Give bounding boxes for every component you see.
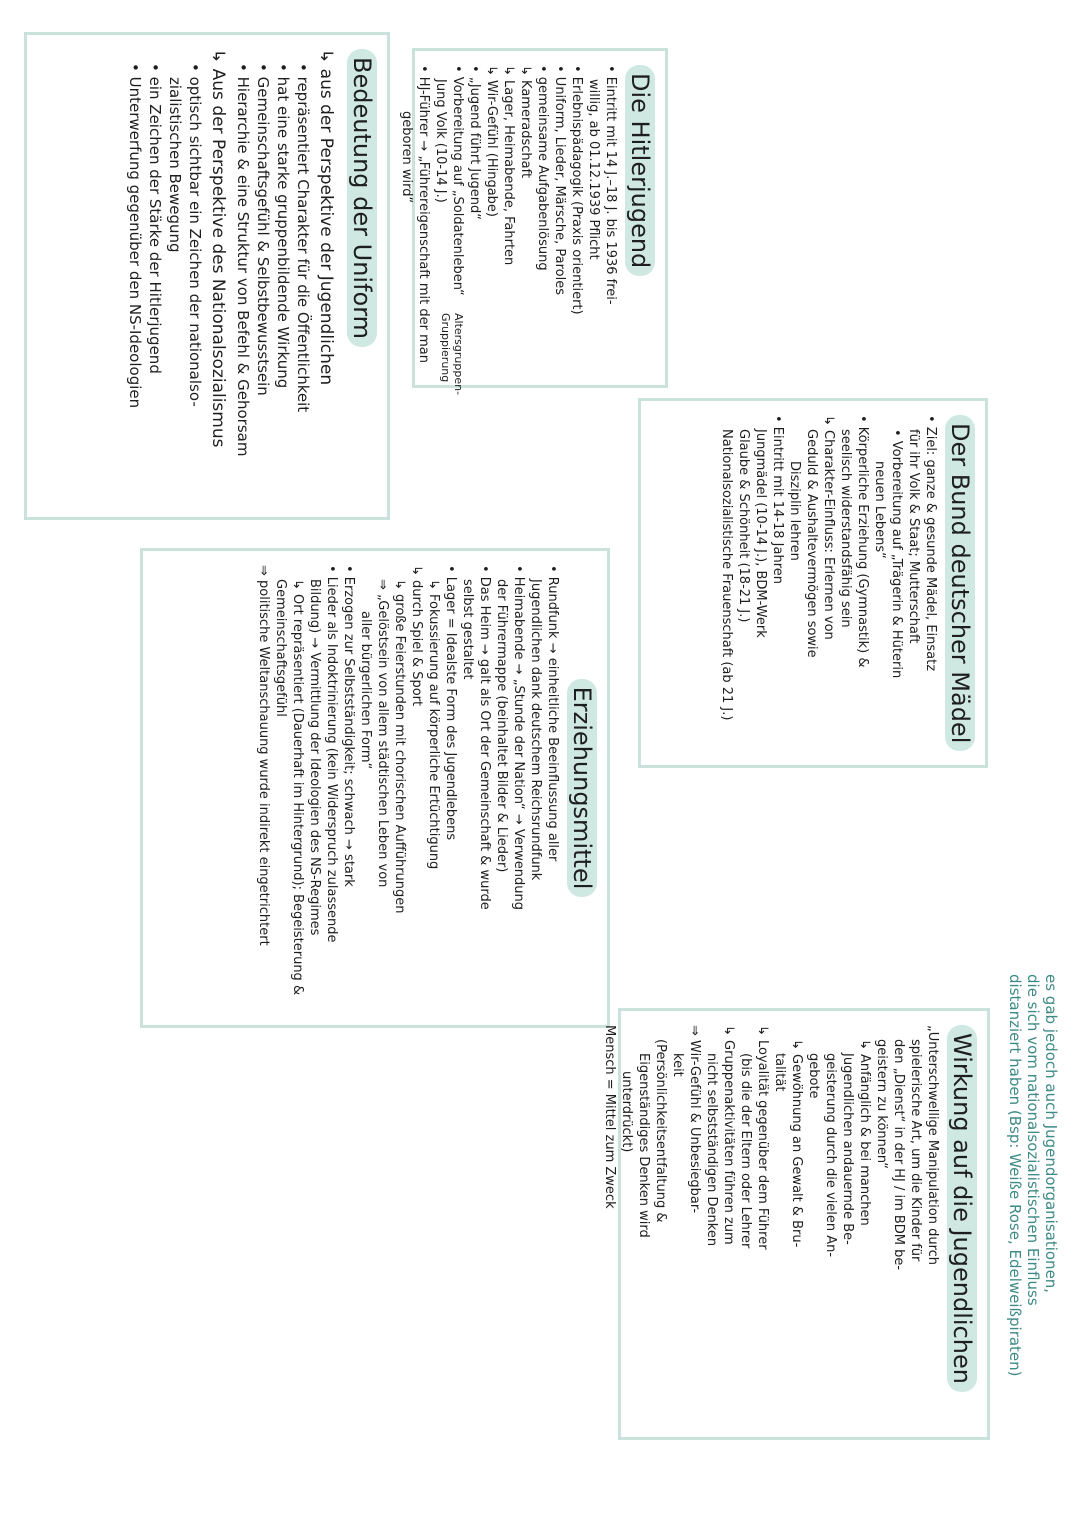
list-item: ↳ Charakter-Einfluss: Erlernen von <box>821 415 836 640</box>
list-item: • Das Heim → galt als Ort der Gemeinschaft & wurde <box>477 565 492 910</box>
list-item: • Heimabende → „Stunde der Nation“ → Verwendung <box>511 565 526 911</box>
list-item: ↳ Gewöhnung an Gewalt & Bru- <box>789 1039 804 1248</box>
list-item: • Rundfunk → einheitliche Beeinflussung aller <box>545 565 560 862</box>
hitlerjugend-card <box>399 48 668 396</box>
list-item: ↳ durch Spiel & Sport <box>409 565 424 707</box>
list-item: • Vorbereitung auf „Soldatenleben“ <box>450 65 465 296</box>
uniform-subhead-youth: ↳ aus der Perspektive der Jugendlichen <box>316 49 336 386</box>
list-item: ↳ Loyalität gegenüber dem Führer <box>755 1025 770 1250</box>
uniform-title: Bedeutung der Uniform <box>347 49 377 347</box>
list-item: ⇒ Wir-Gefühl & Unbesiegbar- <box>687 1025 702 1214</box>
list-item: Jungmädel (10-14 J.), BDM-Werk <box>753 429 768 638</box>
wirkung-card <box>602 1008 990 1440</box>
list-item: ↳ Anfänglich & bei manchen <box>857 1039 872 1226</box>
list-item: Jugendlichen dank deutschem Reichsrundfunk <box>528 579 543 881</box>
list-item: • gemeinsame Aufgabenlösung <box>535 65 550 271</box>
list-item: ↳ Wir-Gefühl (Hingabe) <box>484 65 499 217</box>
list-item: • repräsentiert Charakter für die Öffentlichkeit <box>294 63 312 413</box>
list-item: geistern zu können“ <box>874 1039 889 1169</box>
list-item: aller bürgerlichen Form“ <box>358 611 373 770</box>
list-item: Mensch = Mittel zum Zweck <box>602 1025 617 1209</box>
list-item: keit <box>670 1053 685 1077</box>
list-item: ⇒ „Gelöstsein von allem städtischen Leben von <box>375 579 390 888</box>
list-item: • ein Zeichen der Stärke der Hitlerjugend <box>146 63 164 374</box>
erziehung-card <box>140 548 610 1028</box>
list-item: • Körperliche Erziehung (Gymnastik) & <box>855 415 870 668</box>
wirkung-title: Wirkung auf die Jugendlichen <box>947 1025 977 1392</box>
list-item: • Eintritt mit 14 J.–18 J. bis 1936 frei- <box>603 65 618 305</box>
note-line: die sich vom nationalsozialistischen Einfluss <box>1024 974 1042 1306</box>
list-item: Jugendlichen andauernde Be- <box>840 1053 855 1245</box>
list-item: • Unterwerfung gegenüber den NS-Ideologien <box>126 63 144 409</box>
list-item: ↳ Fokussierung auf körperliche Ertüchtigung <box>426 579 441 870</box>
erziehung-title: Erziehungsmittel <box>567 679 597 898</box>
list-item: Gemeinschaftsgefühl <box>273 579 288 717</box>
note-line: es gab jedoch auch Jugendorganisationen, <box>1042 974 1060 1294</box>
list-item: • Uniform, Lieder, Märsche, Paroles <box>552 65 567 296</box>
list-item: • „Jugend führt Jugend“ <box>467 65 482 220</box>
list-item: für ihr Volk & Staat; Mutterschaft <box>906 429 921 644</box>
list-item: Jung Volk (10-14 J.) <box>433 79 448 203</box>
list-item: • Erzogen zur Selbstständigkeit; schwach → stark <box>341 565 356 887</box>
list-item: willig, ab 01.12.1939 Pflicht <box>586 79 601 260</box>
list-item: der Führermappe (beinhaltet Bilder & Lieder) <box>494 579 509 873</box>
list-item: • Eintritt mit 14-18 Jahren <box>770 415 785 584</box>
list-item: • Gemeinschaftsgefühl & Selbstbewusstsein <box>254 63 272 396</box>
list-item: • Ziel: ganze & gesunde Mädel, Einsatz <box>923 415 938 672</box>
list-item: • hat eine starke gruppenbildende Wirkung <box>274 63 292 389</box>
list-item: „Unterschwellige Manipulation durch <box>925 1025 940 1266</box>
list-item: neuen Lebens“ <box>872 461 887 559</box>
list-item: seelisch widerstandsfähig sein <box>838 429 853 628</box>
list-item: selbst gestaltet <box>460 579 475 680</box>
list-item: Bildung) → Vermittlung der Ideologien des NS-Regimes <box>307 579 322 936</box>
list-item: unterdrückt) <box>619 1071 634 1153</box>
list-item: • Vorbereitung auf „Trägerin & Hüterin <box>889 429 904 679</box>
age-group-note: Altersgruppen-Gruppierung <box>439 313 465 396</box>
list-item: • optisch sichtbar ein Zeichen der nationalso- <box>186 63 204 407</box>
list-item: ↳ Gruppenaktivitäten führen zum <box>721 1025 736 1245</box>
list-item: ↳ Lager, Heimabende, Fahrten <box>501 65 516 266</box>
list-item: (Persönlichkeitsentfaltung & <box>653 1039 668 1223</box>
uniform-card <box>24 32 390 520</box>
list-item: • Lieder als Indoktrinierung (kein Widerspruch zulassende <box>324 565 339 943</box>
hitlerjugend-title: Die Hitlerjugend <box>625 65 655 276</box>
list-item: nicht selbstständigen Denken <box>704 1053 719 1247</box>
list-item: den „Dienst“ in der HJ / im BDM be- <box>891 1039 906 1271</box>
list-item: Nationalsozialistische Frauenschaft (ab 21 J.) <box>719 429 734 721</box>
list-item: (bis die der Eltern oder Lehrer <box>738 1053 753 1249</box>
list-item: Disziplin lehren <box>787 461 802 561</box>
uniform-subhead-ns: ↳ Aus der Perspektive des Nationalsozialismus <box>208 49 228 448</box>
list-item: ↳ Kameradschaft <box>518 65 533 179</box>
bdm-title: Der Bund deutscher Mädel <box>945 415 975 751</box>
list-item: geisterung durch die vielen An- <box>823 1053 838 1258</box>
list-item: ↳ große Feierstunden mit chorischen Aufführungen <box>392 579 407 914</box>
list-item: gebote <box>806 1053 821 1099</box>
list-item: • Lager = Idealste Form des Jugendlebens <box>443 565 458 841</box>
bdm-card <box>638 398 988 768</box>
list-item: ↳ Ort repräsentiert (Dauerhaft im Hintergrund); Begeisterung & <box>290 579 305 996</box>
resistance-note <box>1006 974 1060 1377</box>
list-item: • Erlebnispädagogik (Praxis orientiert) <box>569 65 584 315</box>
list-item: spielerische Art, um die Kinder für <box>908 1039 923 1262</box>
list-item: zialistischen Bewegung <box>166 77 184 253</box>
list-item: Glaube & Schönheit (18-21 J.) <box>736 429 751 623</box>
list-item: geboren wird“ <box>399 111 414 204</box>
list-item: • Hierarchie & eine Struktur von Befehl & Gehorsam <box>234 63 252 457</box>
list-item: ⇒ politische Weltanschauung wurde indirekt eingetrichtert <box>256 565 271 946</box>
hitlerjugend-list <box>398 65 619 371</box>
list-item: • HJ-Führer → „Führereigenschaft mit der man <box>416 65 431 363</box>
list-item: Eigenständiges Denken wird <box>636 1053 651 1238</box>
note-line: distanziert haben (Bsp: Weiße Rose, Edelweißpiraten) <box>1006 974 1024 1377</box>
list-item: talität <box>772 1053 787 1092</box>
list-item: Geduld & Aushaltevermögen sowie <box>804 429 819 658</box>
